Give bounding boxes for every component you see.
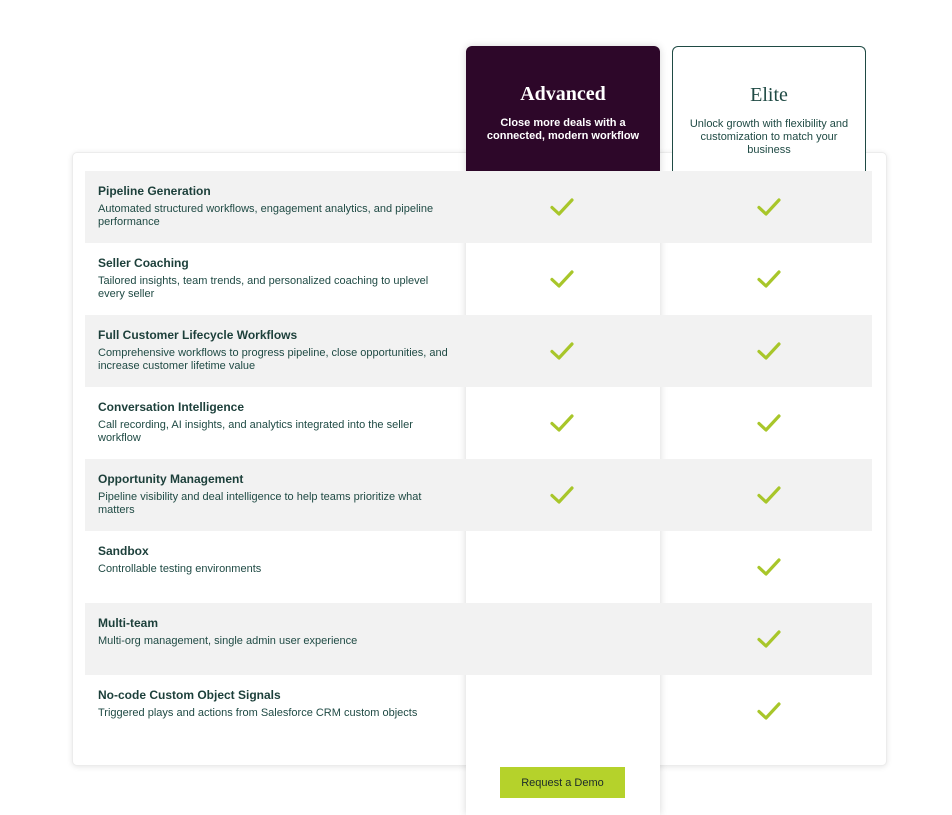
checkmark-icon — [757, 699, 781, 723]
feature-title: Conversation Intelligence — [98, 400, 245, 414]
feature-title: No-code Custom Object Signals — [98, 688, 281, 702]
feature-title: Opportunity Management — [98, 472, 244, 486]
feature-description: Comprehensive workflows to progress pipeline, close opportunities, and increase customer lifetime value — [98, 347, 448, 372]
checkmark-icon — [757, 483, 781, 507]
checkmark-icon — [757, 411, 781, 435]
checkmark-icon — [757, 195, 781, 219]
feature-description: Call recording, AI insights, and analytics integrated into the seller workflow — [98, 419, 413, 444]
feature-title: Full Customer Lifecycle Workflows — [98, 328, 298, 342]
plan-description: Close more deals with a connected, modern workflow — [486, 117, 640, 142]
checkmark-icon — [757, 267, 781, 291]
feature-description: Automated structured workflows, engagement analytics, and pipeline performance — [98, 203, 434, 228]
plan-name: Advanced — [520, 83, 606, 105]
feature-row — [85, 675, 872, 747]
feature-description: Controllable testing environments — [98, 563, 262, 575]
feature-row — [85, 531, 872, 603]
feature-description: Multi-org management, single admin user experience — [98, 635, 358, 647]
checkmark-icon — [550, 195, 574, 219]
feature-row — [85, 459, 872, 531]
feature-row — [85, 243, 872, 315]
elite-plan-header — [672, 46, 866, 171]
feature-row — [85, 171, 872, 243]
feature-description: Pipeline visibility and deal intelligence to help teams prioritize what matters — [98, 491, 422, 516]
feature-description: Tailored insights, team trends, and personalized coaching to uplevel every seller — [98, 275, 429, 300]
checkmark-icon — [550, 483, 574, 507]
checkmark-icon — [757, 627, 781, 651]
checkmark-icon — [550, 339, 574, 363]
feature-rows — [85, 171, 872, 747]
checkmark-icon — [550, 267, 574, 291]
feature-description: Triggered plays and actions from Salesforce CRM custom objects — [98, 707, 418, 719]
checkmark-icon — [550, 411, 574, 435]
feature-row — [85, 315, 872, 387]
feature-title: Sandbox — [98, 544, 149, 558]
feature-title: Pipeline Generation — [98, 184, 211, 198]
checkmark-icon — [757, 555, 781, 579]
feature-title: Multi-team — [98, 616, 158, 630]
plan-description: Unlock growth with flexibility and customization to match your business — [689, 118, 849, 156]
feature-title: Seller Coaching — [98, 256, 189, 270]
feature-row — [85, 387, 872, 459]
plan-name: Elite — [750, 84, 788, 106]
advanced-plan-header — [466, 46, 660, 171]
request-demo-button[interactable]: Request a Demo — [500, 767, 625, 798]
checkmark-icon — [757, 339, 781, 363]
feature-row — [85, 603, 872, 675]
